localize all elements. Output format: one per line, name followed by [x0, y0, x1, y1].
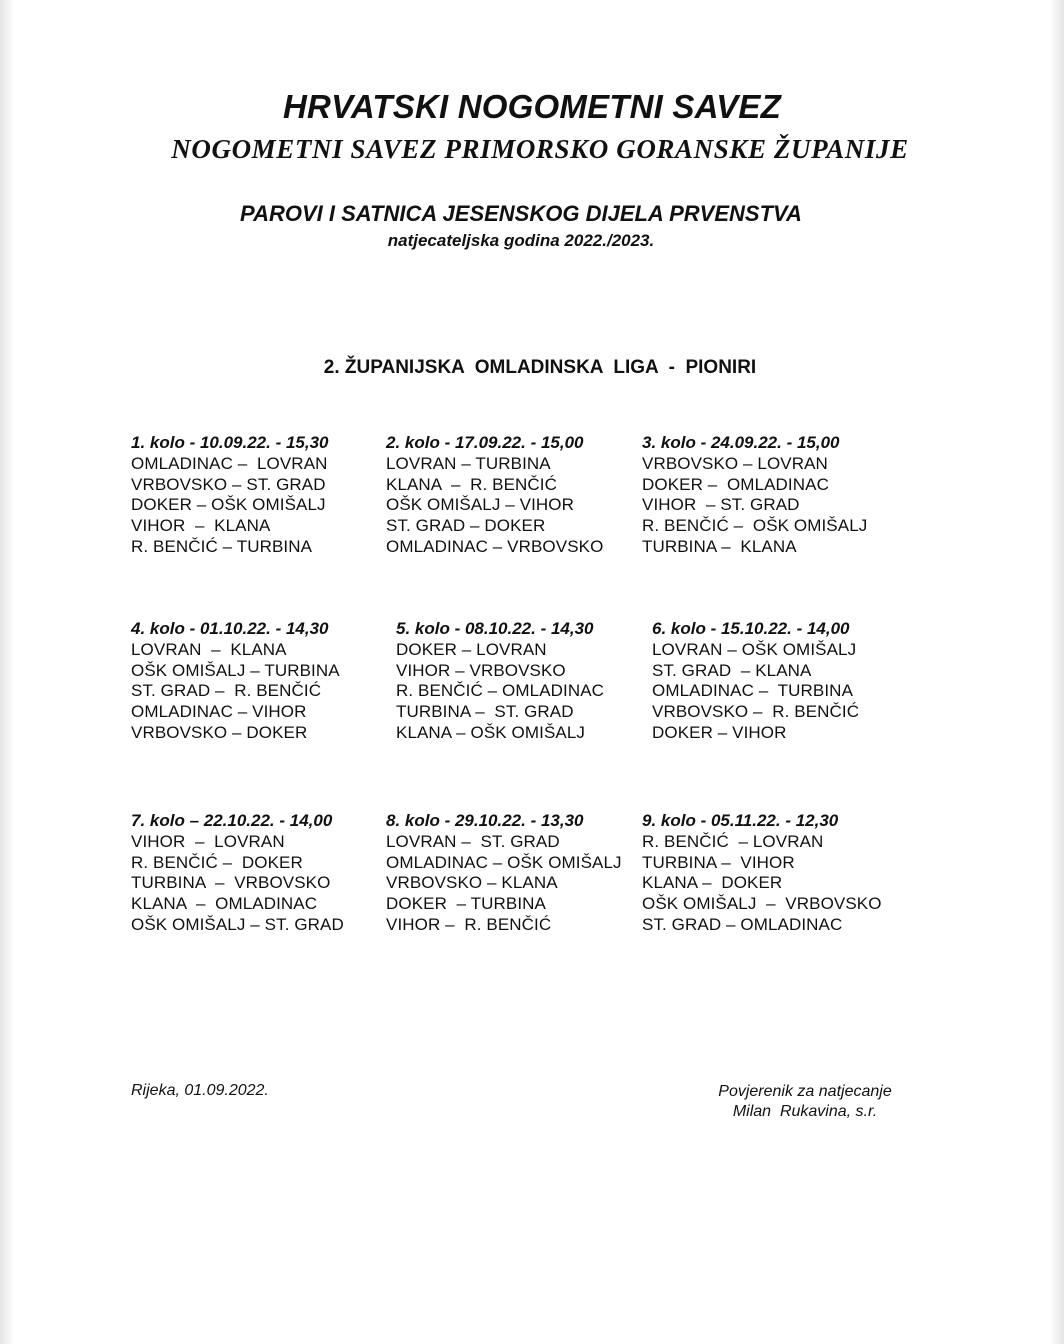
round-4: [131, 619, 391, 744]
match-row: R. BENČIĆ – OŠK OMIŠALJ: [642, 516, 868, 536]
match-row: ST. GRAD – KLANA: [652, 660, 812, 680]
match-row: LOVRAN – KLANA: [131, 639, 287, 659]
match-row: VIHOR – ST. GRAD: [642, 495, 800, 515]
round-heading: 2. kolo - 17.09.22. - 15,00: [386, 433, 584, 452]
round-heading: 9. kolo - 05.11.22. - 12,30: [642, 811, 839, 830]
match-row: OMLADINAC – LOVRAN: [131, 453, 328, 473]
page-edge-right: [1050, 0, 1064, 1344]
match-row: DOKER – VIHOR: [652, 722, 787, 742]
match-row: KLANA – R. BENČIĆ: [386, 474, 558, 494]
match-row: OMLADINAC – VIHOR: [131, 702, 307, 722]
round-heading: 6. kolo - 15.10.22. - 14,00: [652, 619, 850, 638]
round-7: [131, 811, 391, 936]
match-row: VIHOR – R. BENČIĆ: [386, 914, 552, 934]
match-row: KLANA – DOKER: [642, 873, 783, 893]
round-2: [386, 433, 646, 558]
federation-title: HRVATSKI NOGOMETNI SAVEZ: [283, 88, 781, 125]
round-6: [652, 619, 912, 744]
match-row: OŠK OMIŠALJ – VIHOR: [386, 495, 575, 515]
match-row: R. BENČIĆ – DOKER: [131, 852, 303, 872]
round-heading: 1. kolo - 10.09.22. - 15,30: [131, 433, 329, 452]
match-row: VRBOVSKO – KLANA: [386, 873, 558, 893]
match-row: DOKER – TURBINA: [386, 894, 546, 914]
match-row: DOKER – LOVRAN: [396, 639, 547, 659]
match-row: KLANA – OMLADINAC: [131, 894, 318, 914]
signature-block: [690, 1082, 920, 1122]
signatory-title: Povjerenik za natjecanje: [718, 1083, 892, 1100]
match-row: TURBINA – VRBOVSKO: [131, 873, 331, 893]
match-row: OŠK OMIŠALJ – TURBINA: [131, 660, 340, 680]
round-3: [642, 433, 902, 558]
match-row: ST. GRAD – OMLADINAC: [642, 914, 843, 934]
match-row: R. BENČIĆ – TURBINA: [131, 536, 313, 556]
match-row: VRBOVSKO – R. BENČIĆ: [652, 702, 860, 722]
county-federation-title: NOGOMETNI SAVEZ PRIMORSKO GORANSKE ŽUPANIJE: [171, 134, 909, 164]
match-row: OMLADINAC – OŠK OMIŠALJ: [386, 852, 622, 872]
round-1: [131, 433, 391, 558]
match-row: LOVRAN – ST. GRAD: [386, 831, 560, 851]
match-row: OMLADINAC – TURBINA: [652, 681, 854, 701]
match-row: R. BENČIĆ – LOVRAN: [642, 831, 824, 851]
match-row: VRBOVSKO – ST. GRAD: [131, 474, 326, 494]
match-row: LOVRAN – TURBINA: [386, 453, 551, 473]
match-row: OŠK OMIŠALJ – ST. GRAD: [131, 914, 344, 934]
match-row: TURBINA – VIHOR: [642, 852, 795, 872]
match-row: VIHOR – LOVRAN: [131, 831, 285, 851]
round-heading: 3. kolo - 24.09.22. - 15,00: [642, 433, 840, 452]
round-heading: 8. kolo - 29.10.22. - 13,30: [386, 811, 584, 830]
match-row: TURBINA – ST. GRAD: [396, 702, 574, 722]
round-heading: 7. kolo – 22.10.22. - 14,00: [131, 811, 333, 830]
match-row: LOVRAN – OŠK OMIŠALJ: [652, 639, 857, 659]
match-row: ST. GRAD – R. BENČIĆ: [131, 681, 322, 701]
match-row: TURBINA – KLANA: [642, 536, 797, 556]
match-row: ST. GRAD – DOKER: [386, 516, 546, 536]
match-row: VIHOR – KLANA: [131, 516, 271, 536]
signatory-name: Milan Rukavina, s.r.: [732, 1103, 878, 1120]
match-row: VRBOVSKO – LOVRAN: [642, 453, 828, 473]
round-heading: 5. kolo - 08.10.22. - 14,30: [396, 619, 594, 638]
match-row: DOKER – OŠK OMIŠALJ: [131, 495, 326, 515]
round-8: [386, 811, 646, 936]
document-title: PAROVI I SATNICA JESENSKOG DIJELA PRVENSTVA: [240, 201, 802, 226]
league-title: 2. ŽUPANIJSKA OMLADINSKA LIGA - PIONIRI: [323, 357, 757, 378]
match-row: OMLADINAC – VRBOVSKO: [386, 536, 604, 556]
match-row: R. BENČIĆ – OMLADINAC: [396, 681, 605, 701]
round-9: [642, 811, 902, 936]
round-5: [396, 619, 656, 744]
match-row: VIHOR – VRBOVSKO: [396, 660, 566, 680]
match-row: OŠK OMIŠALJ – VRBOVSKO: [642, 894, 882, 914]
match-row: DOKER – OMLADINAC: [642, 474, 829, 494]
match-row: KLANA – OŠK OMIŠALJ: [396, 722, 585, 742]
season-subtitle: natjecateljska godina 2022./2023.: [387, 231, 655, 250]
round-heading: 4. kolo - 01.10.22. - 14,30: [131, 619, 329, 638]
match-row: VRBOVSKO – DOKER: [131, 722, 308, 742]
place-date: Rijeka, 01.09.2022.: [131, 1082, 269, 1099]
